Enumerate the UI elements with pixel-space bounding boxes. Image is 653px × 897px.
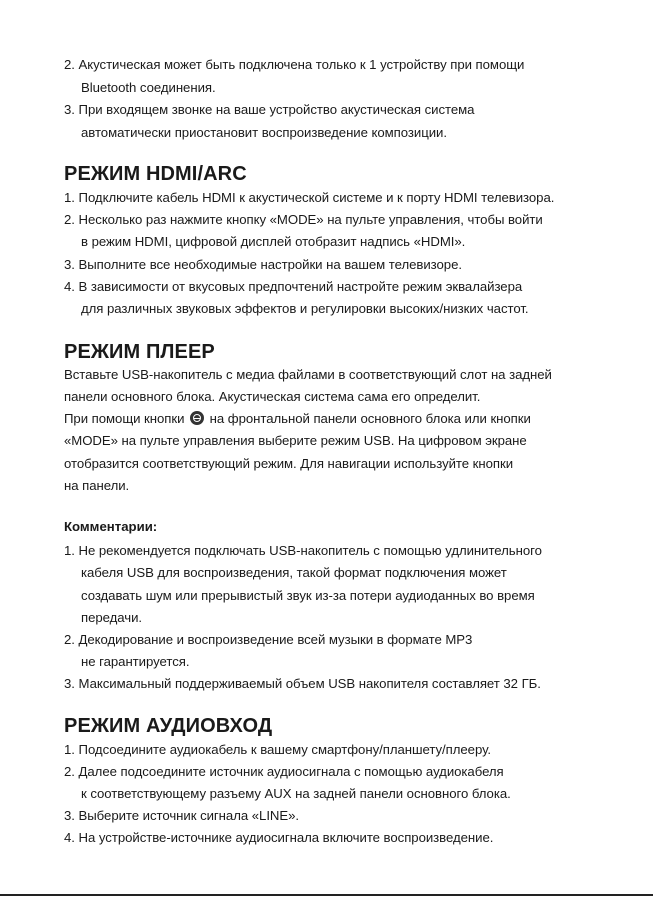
player-section-title: РЕЖИМ ПЛЕЕР — [64, 341, 215, 363]
comment-2-line-1: 2. Декодирование и воспроизведение всей музыки в формате MP3 — [64, 632, 473, 647]
intro-item-3-line-2: автоматически приостановит воспроизведение композиции. — [81, 125, 447, 140]
comment-1-line-2: кабеля USB для воспроизведения, такой формат подключения может — [81, 565, 507, 580]
player-para-line-3 — [64, 411, 531, 427]
hdmi-step-3: 3. Выполните все необходимые настройки на вашем телевизоре. — [64, 257, 462, 272]
aux-step-2-line-1: 2. Далее подсоедините источник аудиосигнала с помощью аудиокабеля — [64, 764, 504, 779]
player-para-line-1: Вставьте USB-накопитель с медиа файлами в соответствующий слот на задней — [64, 367, 552, 382]
hdmi-step-1: 1. Подключите кабель HDMI к акустической системе и к порту HDMI телевизора. — [64, 190, 555, 205]
aux-step-4: 4. На устройстве-источнике аудиосигнала включите воспроизведение. — [64, 830, 494, 845]
comment-3: 3. Максимальный поддерживаемый объем USB накопителя составляет 32 ГБ. — [64, 676, 541, 691]
intro-item-2-line-2: Bluetooth соединения. — [81, 80, 216, 95]
page-bottom-rule — [0, 894, 653, 896]
hdmi-section-title: РЕЖИМ HDMI/ARC — [64, 163, 247, 185]
aux-step-2-line-2: к соответствующему разъему AUX на задней панели основного блока. — [81, 786, 511, 801]
player-para-line-4: «MODE» на пульте управления выберите режим USB. На цифровом экране — [64, 433, 527, 448]
hdmi-step-4-line-2: для различных звуковых эффектов и регулировки высоких/низких частот. — [81, 301, 529, 316]
player-para-line-2: панели основного блока. Акустическая система сама его определит. — [64, 389, 481, 404]
hdmi-step-4-line-1: 4. В зависимости от вкусовых предпочтений настройте режим эквалайзера — [64, 279, 523, 294]
player-para-line-5: отобразится соответствующий режим. Для навигации используйте кнопки — [64, 456, 514, 471]
aux-step-3: 3. Выберите источник сигнала «LINE». — [64, 808, 300, 823]
intro-item-3-line-1: 3. При входящем звонке на ваше устройство акустическая система — [64, 102, 475, 117]
comment-1-line-4: передачи. — [81, 610, 143, 625]
player-para-line-3-start: При помощи кнопки — [64, 411, 185, 426]
intro-item-2-line-1: 2. Акустическая может быть подключена только к 1 устройству при помощи — [64, 57, 525, 72]
aux-section-title: РЕЖИМ АУДИОВХОД — [64, 715, 273, 737]
mode-button-icon — [190, 411, 204, 425]
comment-1-line-1: 1. Не рекомендуется подключать USB-накопитель с помощью удлинительного — [64, 543, 542, 558]
player-para-line-3-end: на фронтальной панели основного блока или кнопки — [209, 411, 531, 426]
comment-2-line-2: не гарантируется. — [81, 654, 190, 669]
player-para-line-6: на панели. — [64, 478, 130, 493]
hdmi-step-2-line-1: 2. Несколько раз нажмите кнопку «MODE» на пульте управления, чтобы войти — [64, 212, 543, 227]
aux-step-1: 1. Подсоедините аудиокабель к вашему смартфону/планшету/плееру. — [64, 742, 491, 757]
comment-1-line-3: создавать шум или прерывистый звук из-за потери аудиоданных во время — [81, 588, 535, 603]
hdmi-step-2-line-2: в режим HDMI, цифровой дисплей отобразит надпись «HDMI». — [81, 234, 466, 249]
comments-title: Комментарии: — [64, 519, 158, 534]
